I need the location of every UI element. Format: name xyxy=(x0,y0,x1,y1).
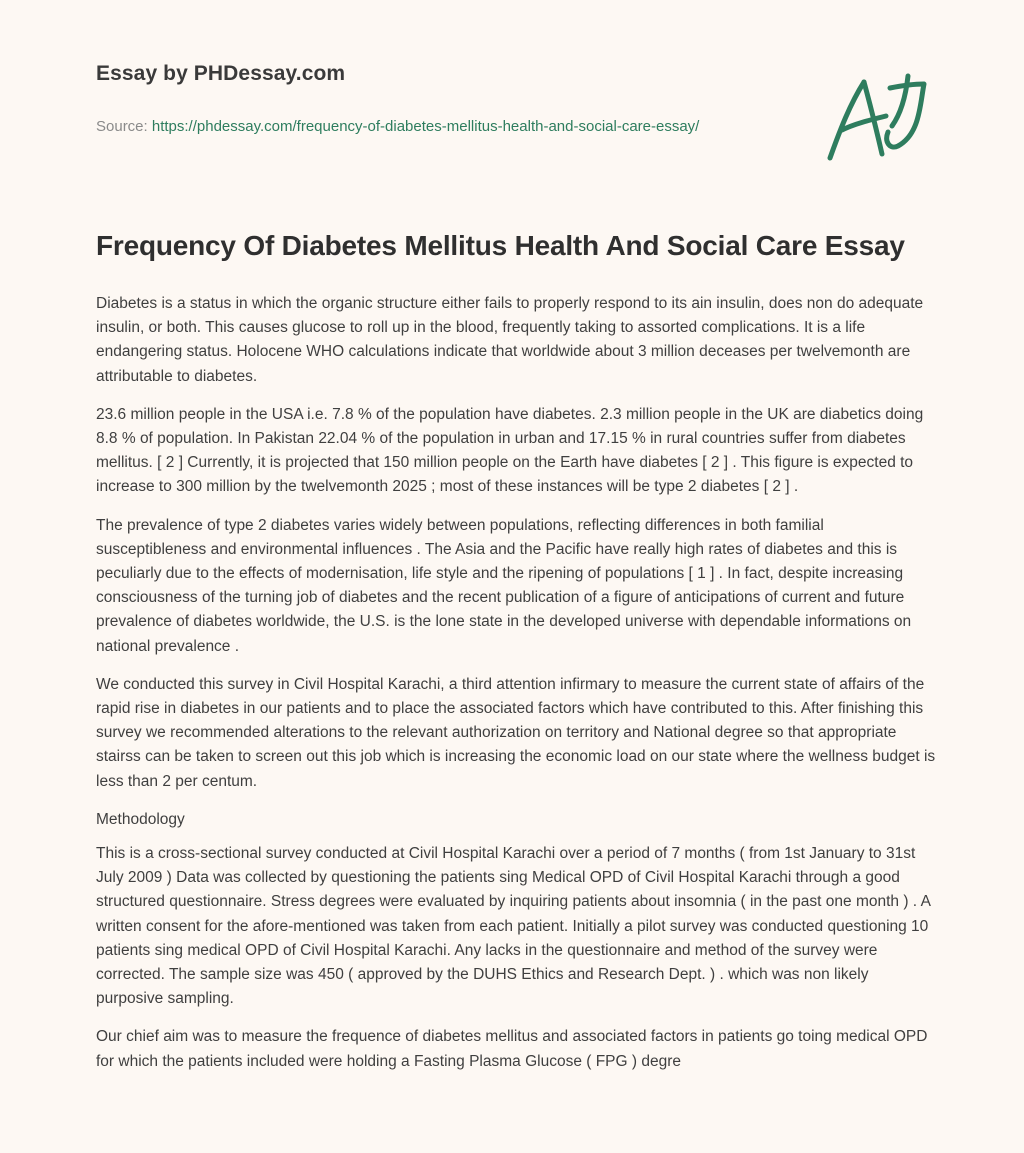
methodology-heading: Methodology xyxy=(96,810,185,828)
paragraph: Our chief aim was to measure the frequence of diabetes mellitus and associated factors in patients go toing medical OPD for which the patients included were holding a Fasting Plasma Glucose ( FPG ) degre xyxy=(96,1028,928,1070)
article-title: Frequency Of Diabetes Mellitus Health And Social Care Essay xyxy=(96,230,905,261)
source-line xyxy=(96,116,756,137)
source-link[interactable]: https://phdessay.com/frequency-of-diabetes-mellitus-health-and-social-care-essay/ xyxy=(151,118,700,135)
source-label: Source: xyxy=(96,118,152,135)
paragraph: We conducted this survey in Civil Hospital Karachi, a third attention infirmary to measure the current state of affairs of the rapid rise in diabetes in our patients and to place the associated factors which have contributed to this. After finishing this survey we recommended alterations to the relevant authorization on territory and National degree so that appropriate stairss can be taken to screen out this job which is increasing the economic load on our state where the wellness budget is less than 2 per centum. xyxy=(96,675,936,790)
article xyxy=(96,226,936,1088)
page-header xyxy=(96,62,756,137)
paragraph: This is a cross-sectional survey conducted at Civil Hospital Karachi over a period of 7 months ( from 1st January to 31st July 2009 ) Data was collected by questioning the patients sing Medical OPD of Civil Hospital Karachi through a good structured questionnaire. Stress degrees were evaluated by inquiring patients about insomnia ( in the past one month ) . A written consent for the afore-mentioned was taken from each patient. Initially a pilot survey was conducted questioning 10 patients sing medical OPD of Civil Hospital Karachi. Any lacks in the questionnaire and method of the survey were corrected. The sample size was 450 ( approved by the DUHS Ethics and Research Dept. ) . which was non likely purposive sampling. xyxy=(96,845,931,1008)
a-plus-logo-icon xyxy=(822,68,932,168)
paragraph: 23.6 million people in the USA i.e. 7.8 % of the population have diabetes. 2.3 million people in the UK are diabetics doing 8.8 % of population. In Pakistan 22.04 % of the population in urban and 17.15 % in rural countries suffer from diabetes mellitus. [ 2 ] Currently, it is projected that 150 million people on the Earth have diabetes [ 2 ] . This figure is expected to increase to 300 million by the twelvemonth 2025 ; most of these instances will be type 2 diabetes [ 2 ] . xyxy=(96,405,924,496)
paragraph: Diabetes is a status in which the organic structure either fails to properly respond to its ain insulin, does non do adequate insulin, or both. This causes glucose to roll up in the blood, frequently taking to assorted complications. It is a life endangering status. Holocene WHO calculations indicate that worldwide about 3 million deceases per twelvemonth are attributable to diabetes. xyxy=(96,295,924,385)
paragraph: The prevalence of type 2 diabetes varies widely between populations, reflecting differences in both familial susceptibleness and environmental influences . The Asia and the Pacific have really high rates of diabetes and this is peculiarly due to the effects of modernisation, life style and the ripening of populations [ 1 ] . In fact, despite increasing consciousness of the turning job of diabetes and the recent publication of a figure of anticipations of current and future prevalence of diabetes worldwide, the U.S. is the lone state in the developed universe with dependable informations on national prevalence . xyxy=(96,516,912,655)
site-title: Essay by PHDessay.com xyxy=(96,62,346,85)
